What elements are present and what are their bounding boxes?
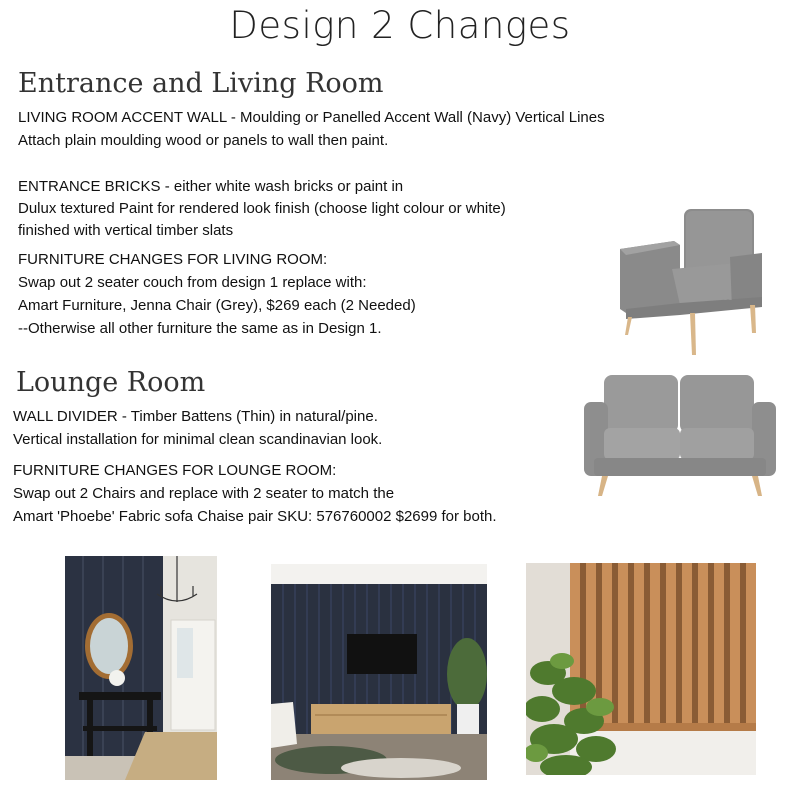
section-heading-entrance: Entrance and Living Room bbox=[18, 68, 384, 99]
text-line: LIVING ROOM ACCENT WALL - Moulding or Panelled Accent Wall (Navy) Vertical Lines bbox=[18, 109, 605, 126]
text-line: finished with vertical timber slats bbox=[18, 222, 234, 239]
sofa-image bbox=[582, 372, 778, 500]
text-line: FURNITURE CHANGES FOR LOUNGE ROOM: bbox=[13, 462, 337, 479]
entrance-photo bbox=[65, 556, 217, 780]
timber-battens-photo bbox=[526, 563, 756, 775]
text-line: Attach plain moulding wood or panels to wall then paint. bbox=[18, 132, 389, 149]
text-line: FURNITURE CHANGES FOR LIVING ROOM: bbox=[18, 251, 328, 268]
text-line: Swap out 2 Chairs and replace with 2 seater to match the bbox=[13, 485, 395, 502]
page-title: Design 2 Changes bbox=[229, 4, 571, 47]
text-line: Amart 'Phoebe' Fabric sofa Chaise pair SKU: 576760002 $2699 for both. bbox=[13, 508, 497, 525]
text-line: Dulux textured Paint for rendered look finish (choose light colour or white) bbox=[18, 200, 506, 217]
text-line: --Otherwise all other furniture the same as in Design 1. bbox=[18, 320, 382, 337]
text-line: Vertical installation for minimal clean scandinavian look. bbox=[13, 431, 383, 448]
living-room-photo bbox=[271, 564, 487, 780]
text-line: Swap out 2 seater couch from design 1 replace with: bbox=[18, 274, 367, 291]
text-line: Amart Furniture, Jenna Chair (Grey), $269 each (2 Needed) bbox=[18, 297, 416, 314]
text-line: ENTRANCE BRICKS - either white wash bricks or paint in bbox=[18, 178, 404, 195]
text-line: WALL DIVIDER - Timber Battens (Thin) in natural/pine. bbox=[13, 408, 378, 425]
armchair-image bbox=[612, 205, 772, 360]
section-heading-lounge: Lounge Room bbox=[16, 367, 206, 398]
